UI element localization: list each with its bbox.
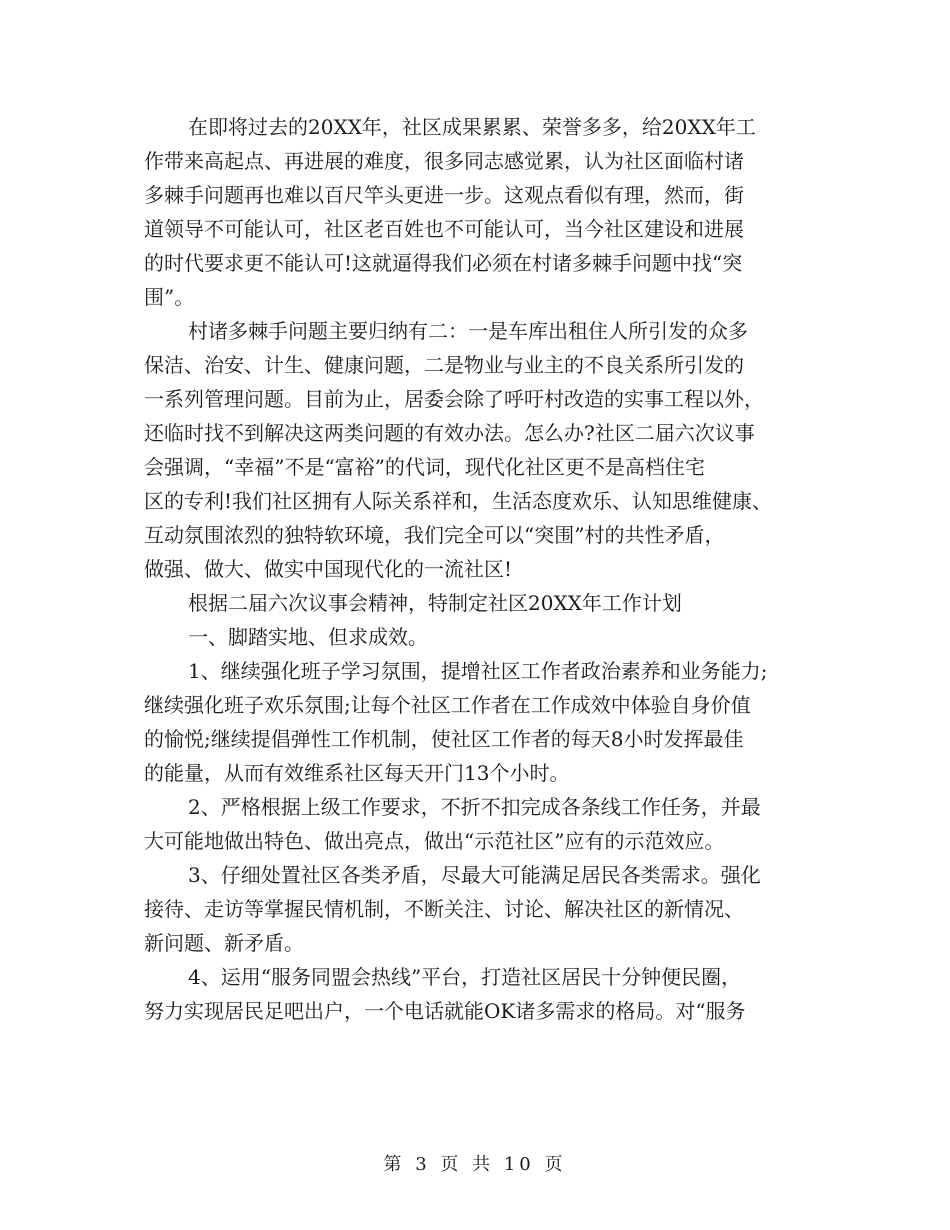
text-line: 还临时找不到解决这两类问题的有效办法。怎么办?社区二届六次议事: [144, 421, 755, 445]
text-line: 根据二届六次议事会精神，特制定社区20XX年工作计划: [188, 591, 682, 615]
text-line: 大可能地做出特色、做出亮点，做出“示范社区”应有的示范效应。: [144, 829, 725, 853]
text-line: 保洁、治安、计生、健康问题，二是物业与业主的不良关系所引发的: [144, 353, 744, 377]
text-line: 接待、走访等掌握民情机制，不断关注、讨论、解决社区的新情况、: [144, 897, 744, 921]
text-line: 继续强化班子欢乐氛围;让每个社区工作者在工作成效中体验自身价值: [144, 693, 751, 717]
text-line: 努力实现居民足吧出户，一个电话就能OK诸多需求的格局。对“服务: [144, 999, 746, 1023]
text-line: 的能量，从而有效维系社区每天开门13个小时。: [144, 761, 570, 785]
text-line: 4、运用“服务同盟会热线”平台，打造社区居民十分钟便民圈，: [188, 965, 742, 989]
text-line: 道领导不可能认可，社区老百姓也不可能认可，当今社区建设和进展: [144, 217, 744, 241]
text-line: 围”。: [144, 285, 195, 309]
text-line: 一系列管理问题。目前为止，居委会除了呼吁村改造的实事工程以外，: [144, 387, 764, 411]
text-line: 村诸多棘手问题主要归纳有二：一是车库出租住人所引发的众多: [188, 319, 748, 343]
page-number-footer: 第 3 页 共 10 页: [383, 1154, 567, 1175]
text-line: 1、继续强化班子学习氛围，提增社区工作者政治素养和业务能力;: [188, 659, 768, 683]
text-line: 2、严格根据上级工作要求，不折不扣完成各条线工作任务，并最: [188, 795, 761, 819]
text-line: 在即将过去的20XX年，社区成果累累、荣誉多多，给20XX年工: [188, 115, 756, 139]
text-line: 做强、做大、做实中国现代化的一流社区!: [144, 557, 513, 581]
text-line: 一、脚踏实地、但求成效。: [188, 625, 428, 649]
text-line: 新问题、新矛盾。: [144, 931, 304, 955]
document-body: [144, 110, 824, 1028]
text-line: 的愉悦;继续提倡弹性工作机制，使社区工作者的每天8小时发挥最佳: [144, 727, 744, 751]
text-line: 作带来高起点、再进展的难度，很多同志感觉累，认为社区面临村诸: [144, 149, 744, 173]
text-line: 多棘手问题再也难以百尺竿头更进一步。这观点看似有理，然而，街: [144, 183, 744, 207]
text-line: 会强调，“幸福”不是“富裕”的代词，现代化社区更不是高档住宅: [144, 455, 705, 479]
text-line: 的时代要求更不能认可!这就逼得我们必须在村诸多棘手问题中找“突: [144, 251, 743, 275]
text-line: 3、仔细处置社区各类矛盾，尽最大可能满足居民各类需求。强化: [188, 863, 761, 887]
text-line: 互动氛围浓烈的独特软环境，我们完全可以“突围”村的共性矛盾，: [144, 523, 725, 547]
text-line: 区的专利!我们社区拥有人际关系祥和，生活态度欢乐、认知思维健康、: [144, 489, 773, 513]
